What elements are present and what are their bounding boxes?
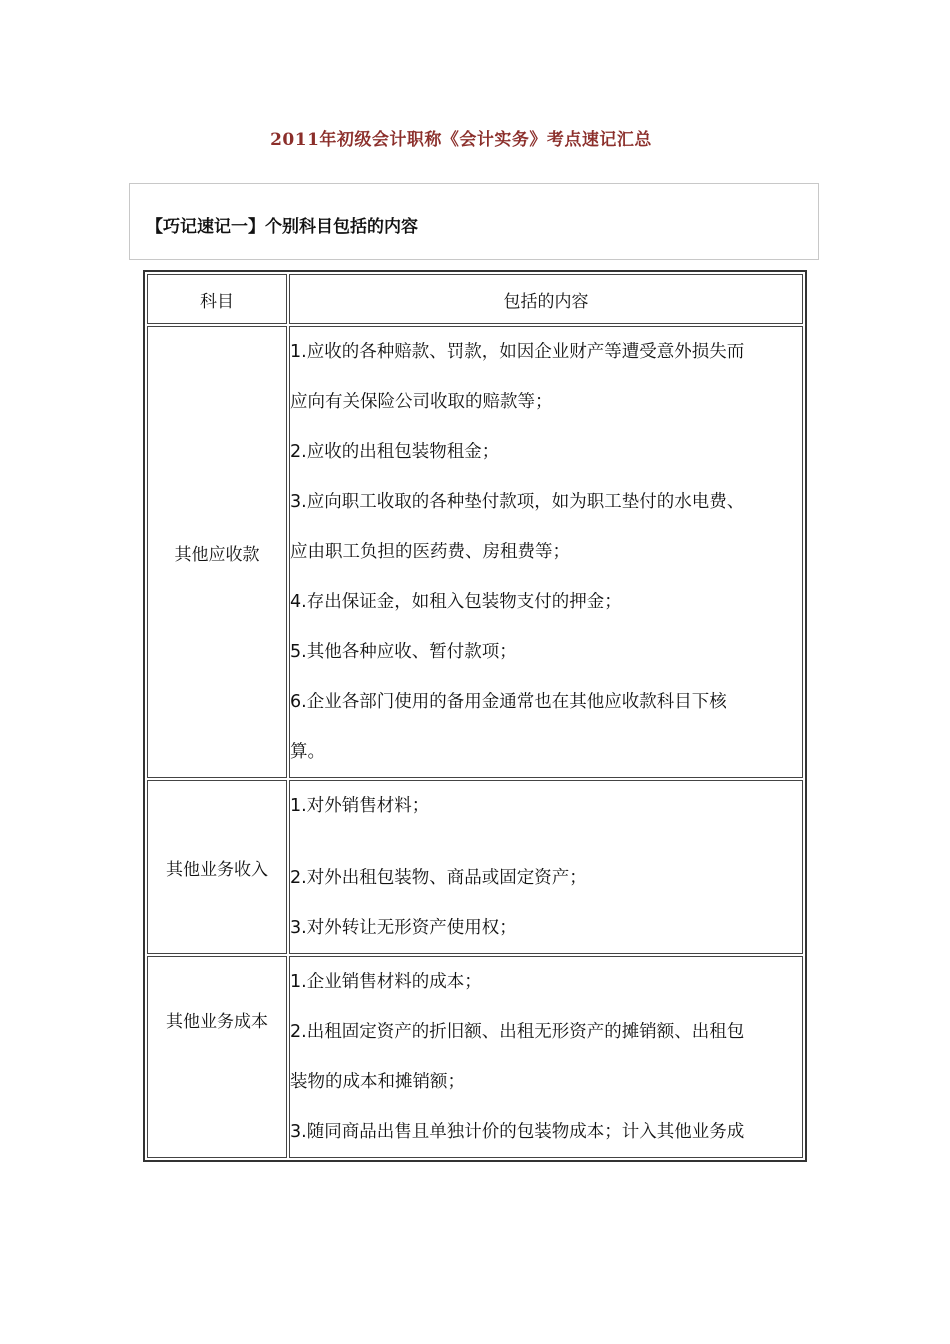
row-contents bbox=[289, 326, 803, 778]
content-line: 2.应收的出租包装物租金； bbox=[290, 442, 500, 462]
content-line: 应由职工负担的医药费、房租费等； bbox=[290, 542, 570, 562]
row-subject: 其他业务成本 bbox=[147, 956, 287, 1158]
content-line: 1.应收的各种赔款、罚款，如因企业财产等遭受意外损失而 bbox=[290, 342, 745, 362]
content-line: 3.应向职工收取的各种垫付款项，如为职工垫付的水电费、 bbox=[290, 492, 745, 512]
content-line: 6.企业各部门使用的备用金通常也在其他应收款科目下核 bbox=[290, 692, 727, 712]
content-line: 算。 bbox=[290, 742, 325, 762]
row-subject: 其他业务收入 bbox=[147, 780, 287, 954]
content-line: 3.随同商品出售且单独计价的包装物成本；计入其他业务成 bbox=[290, 1122, 745, 1142]
line-spacer bbox=[290, 831, 802, 853]
content-line: 1.对外销售材料； bbox=[290, 796, 430, 816]
table-row bbox=[147, 956, 803, 1158]
content-line: 4.存出保证金，如租入包装物支付的押金； bbox=[290, 592, 622, 612]
content-line: 装物的成本和摊销额； bbox=[290, 1072, 465, 1092]
table-row bbox=[147, 780, 803, 954]
table-header-row bbox=[147, 274, 803, 324]
header-contents: 包括的内容 bbox=[289, 274, 803, 324]
document-title: 2011年初级会计职称《会计实务》考点速记汇总 bbox=[270, 130, 652, 150]
content-line: 1.企业销售材料的成本； bbox=[290, 972, 482, 992]
section-heading: 【巧记速记一】个别科目包括的内容 bbox=[146, 217, 418, 237]
content-line: 5.其他各种应收、暂付款项； bbox=[290, 642, 517, 662]
content-line: 2.对外出租包装物、商品或固定资产； bbox=[290, 868, 587, 888]
content-line: 应向有关保险公司收取的赔款等； bbox=[290, 392, 553, 412]
row-contents bbox=[289, 956, 803, 1158]
content-line: 2.出租固定资产的折旧额、出租无形资产的摊销额、出租包 bbox=[290, 1022, 745, 1042]
content-line: 3.对外转让无形资产使用权； bbox=[290, 918, 517, 938]
row-subject: 其他应收款 bbox=[147, 326, 287, 778]
row-contents bbox=[289, 780, 803, 954]
header-subject: 科目 bbox=[147, 274, 287, 324]
subjects-table bbox=[143, 270, 807, 1162]
table-row bbox=[147, 326, 803, 778]
section-heading-box bbox=[129, 183, 819, 260]
